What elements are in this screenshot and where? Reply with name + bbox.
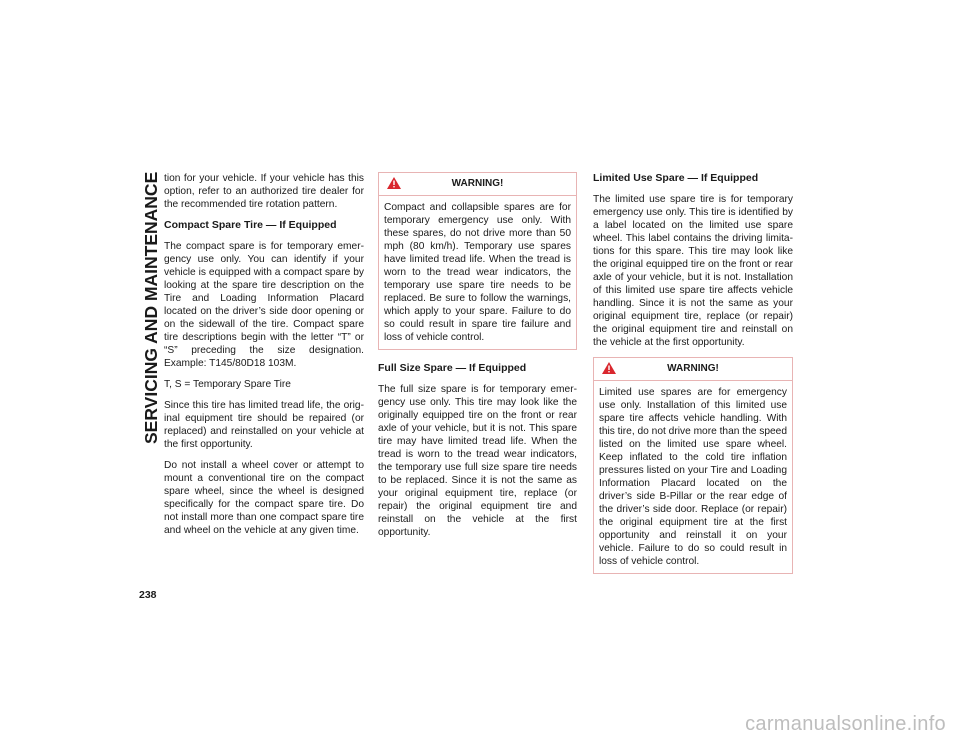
limited-use-spare-paragraph: The limited use spare tire is for temporary emergency use only. This tire is identified by a label located on the limited use spare wheel. This label contains the driving limita-tions for this spare. This tire may look like the original equipped tire on the front or rear axle of your vehicle, but it is not. Installation of this limited use spare tire affects vehicle handling. Since it is not the same as your original equipment tire, replace (or repair) the original equipment tire and reinstall on the vehicle at the first opportunity. <box>593 194 793 348</box>
compact-spare-heading: Compact Spare Tire — If Equipped <box>164 219 337 231</box>
warning-triangle-icon <box>387 177 401 193</box>
page-number: 238 <box>139 589 157 601</box>
column-1 <box>164 172 364 545</box>
full-size-spare-heading: Full Size Spare — If Equipped <box>378 362 527 374</box>
full-size-spare-paragraph: The full size spare is for temporary emer-gency use only. This tire may look like the originally equipped tire on the front or rear axle of your vehicle, but it is not. This spare tire may have limited tread life. When the tread is worn to the tread wear indicators, the temporary use full size spare tire needs to be replaced. Since it is not the same as your original equipment tire, replace (or repair) the original equipment tire and reinstall on the vehicle at the first opportunity. <box>378 384 577 538</box>
column-3 <box>593 172 793 574</box>
wheel-cover-paragraph: Do not install a wheel cover or attempt to mount a conventional tire on the compact spare wheel, since the wheel is designed specifically for the compact spare tire. Do not install more than one compact spare tire and wheel on the vehicle at any given time. <box>164 460 364 536</box>
warning-header <box>594 358 792 381</box>
limited-use-warning-box <box>593 357 793 574</box>
column-2 <box>378 172 577 547</box>
warning-header <box>379 173 576 196</box>
compact-spare-warning-box <box>378 172 577 350</box>
watermark: carmanualsonline.info <box>745 713 946 735</box>
warning-text: Compact and collapsible spares are for temporary emergency use only. With these spares, do not drive more than 50 mph (80 km/h). Temporary use spares have limited tread life. When the tread is worn to the tread wear indicators, the temporary use spare tire needs to be replaced. Be sure to follow the warnings, which apply to your spare. Failure to do so could result in spare tire failure and loss of vehicle control. <box>384 202 571 343</box>
warning-triangle-icon <box>602 362 616 378</box>
temporary-spare-definition: T, S = Temporary Spare Tire <box>164 379 291 390</box>
warning-title: WARNING! <box>451 178 504 189</box>
compact-spare-paragraph: The compact spare is for temporary emer-gency use only. You can identify if your vehicle is equipped with a compact spare by looking at the spare tire description on the Tire and Loading Information Placard located on the driver’s side door opening or on the sidewall of the tire. Compact spare tire descriptions begin with the letter “T” or “S” preceding the size designation. Example: T145/80D18 103M. <box>164 241 364 369</box>
intro-paragraph: tion for your vehicle. If your vehicle has this option, refer to an authorized tire dealer for the recommended tire rotation pattern. <box>164 173 364 210</box>
warning-title: WARNING! <box>667 363 719 374</box>
warning-text: Limited use spares are for emergency use only. Installation of this limited use spare tire affects vehicle handling. With this tire, do not drive more than the speed listed on the limited use spare wheel. Keep inflated to the cold tire inflation pressures listed on your Tire and Loading Information Placard located on the driver’s side B-Pillar or the rear edge of the driver’s side door. Replace (or repair) the original equipment tire at the first opportunity and reinstall it on your vehicle. Failure to do so could result in loss of vehicle control. <box>599 387 788 567</box>
limited-use-spare-heading: Limited Use Spare — If Equipped <box>593 172 759 184</box>
tread-life-paragraph: Since this tire has limited tread life, the orig-inal equipment tire should be repaired (or replaced) and reinstalled on your vehicle at the first opportunity. <box>164 400 364 450</box>
section-title: SERVICING AND MAINTENANCE <box>141 172 161 445</box>
